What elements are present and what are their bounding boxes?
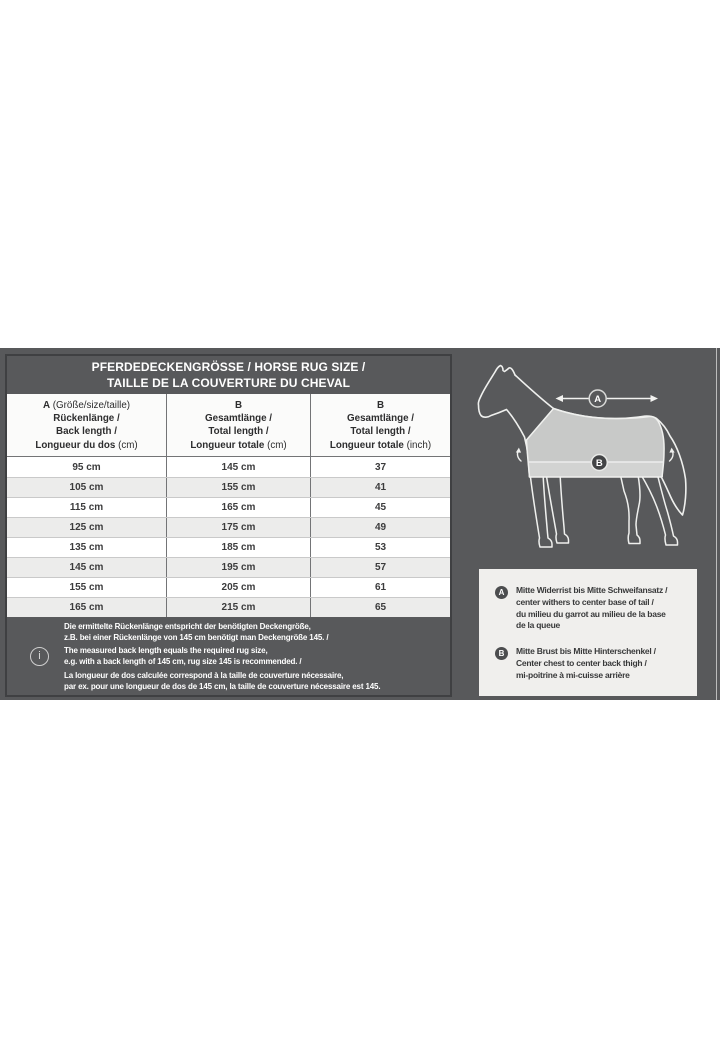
cell-total-cm: 165 cm	[166, 498, 310, 517]
header-line: Rückenlänge /	[53, 413, 120, 425]
note-group-fr	[64, 670, 380, 692]
left-hook-arrowhead	[516, 448, 521, 453]
header-letter: B	[234, 400, 243, 411]
cell-back-length: 115 cm	[69, 502, 104, 513]
cell-total-cm: 195 cm	[166, 558, 310, 577]
legend-b-marker: B	[495, 647, 508, 660]
cell-back-length: 135 cm	[69, 542, 104, 553]
legend-item-b	[495, 646, 687, 681]
header-line: Gesamtlänge /	[205, 413, 272, 425]
horse-diagram	[470, 355, 710, 565]
horse-front-leg	[546, 473, 569, 543]
note-line: La longueur de dos calculée correspond à la taille de couverture nécessaire,	[64, 670, 344, 680]
cell-back-length: 125 cm	[69, 522, 104, 533]
measurement-legend	[479, 569, 697, 696]
column-header-total-length-cm	[166, 394, 310, 456]
a-arrowhead-left	[556, 395, 564, 402]
note-line: The measured back length equals the required rug size,	[64, 646, 268, 655]
cell-back-length: 105 cm	[69, 482, 104, 493]
header-letter: B	[376, 400, 385, 411]
legend-a-text	[516, 585, 667, 632]
right-hook-arrowhead	[669, 448, 674, 453]
table-title	[7, 356, 450, 394]
cell-total-cm: 145 cm	[166, 457, 310, 477]
cell-total-cm: 175 cm	[166, 518, 310, 537]
legend-line: de la queue	[516, 620, 561, 631]
cell-total-inch: 57	[310, 558, 450, 577]
legend-a-marker: A	[495, 586, 508, 599]
note-line: e.g. with a back length of 145 cm, rug size 145 is recommended. /	[64, 657, 302, 666]
header-line: Longueur du dos	[35, 439, 116, 451]
note-group-en	[64, 645, 380, 667]
cell-total-cm: 205 cm	[166, 578, 310, 597]
cell-total-inch: 53	[310, 538, 450, 557]
cell-back-length: 145 cm	[69, 562, 104, 573]
table-row	[7, 597, 450, 617]
column-header-total-length-inch	[310, 394, 450, 456]
cell-total-cm: 155 cm	[166, 478, 310, 497]
a-marker-label: A	[594, 394, 602, 405]
measurement-note	[7, 617, 450, 695]
legend-line: center withers to center base of tail /	[516, 596, 654, 607]
column-header-back-length	[7, 394, 166, 456]
horse-hind-leg	[640, 473, 678, 545]
legend-line: Mitte Brust bis Mitte Hinterschenkel /	[516, 646, 656, 657]
table-row	[7, 477, 450, 497]
cell-total-inch: 49	[310, 518, 450, 537]
header-letter: A	[42, 400, 51, 411]
size-guide-band	[0, 348, 720, 700]
header-line: Longueur totale	[329, 439, 404, 451]
header-line: Longueur totale	[190, 439, 265, 451]
note-line: z.B. bei einer Rückenlänge von 145 cm benötigt man Deckengröße 145. /	[64, 632, 329, 642]
cell-total-cm: 215 cm	[166, 598, 310, 617]
header-unit: (cm)	[115, 439, 138, 451]
legend-line: Center chest to center back thigh /	[516, 657, 647, 668]
cell-total-inch: 41	[310, 478, 450, 497]
legend-line: du milieu du garrot au milieu de la base	[516, 608, 666, 619]
header-unit: (cm)	[264, 439, 287, 451]
right-edge-line	[716, 348, 717, 700]
table-row	[7, 577, 450, 597]
note-text	[64, 618, 380, 694]
horse-neck-outline	[515, 375, 554, 409]
note-line: Die ermittelte Rückenlänge entspricht der benötigten Deckengröße,	[64, 621, 311, 631]
legend-line: mi-poitrine à mi-cuisse arrière	[516, 669, 630, 680]
cell-total-inch: 65	[310, 598, 450, 617]
size-table	[5, 354, 452, 697]
cell-back-length: 95 cm	[72, 461, 101, 473]
info-icon: i	[30, 647, 49, 666]
cell-total-inch: 37	[310, 457, 450, 477]
table-row	[7, 557, 450, 577]
b-marker-label: B	[595, 458, 603, 469]
table-header-row	[7, 394, 450, 457]
legend-line: Mitte Widerrist bis Mitte Schweifansatz /	[516, 585, 668, 595]
header-unit: (inch)	[403, 439, 432, 451]
table-body	[7, 457, 450, 617]
table-row	[7, 517, 450, 537]
header-line: Gesamtlänge /	[347, 413, 414, 425]
cell-total-cm: 185 cm	[166, 538, 310, 557]
legend-b-text	[516, 646, 656, 681]
cell-back-length: 165 cm	[69, 602, 104, 613]
cell-back-length: 155 cm	[69, 582, 104, 593]
cell-total-inch: 45	[310, 498, 450, 517]
table-title-line2: TAILLE DE LA COUVERTURE DU CHEVAL	[106, 375, 351, 390]
note-line: par ex. pour une longueur de dos de 145 cm, la taille de couverture nécessaire est 145.	[64, 681, 381, 691]
note-group-de	[64, 621, 380, 643]
table-row	[7, 537, 450, 557]
header-note: (Größe/size/taille)	[50, 400, 131, 411]
a-arrowhead-right	[651, 395, 659, 402]
horse-hind-leg	[620, 473, 640, 544]
header-line: Total length /	[350, 426, 411, 438]
cell-total-inch: 61	[310, 578, 450, 597]
header-line: Back length /	[56, 426, 117, 438]
table-row	[7, 457, 450, 477]
header-line: Total length /	[208, 426, 269, 438]
legend-item-a	[495, 585, 687, 632]
table-row	[7, 497, 450, 517]
table-title-line1: PFERDEDECKENGRÖSSE / HORSE RUG SIZE /	[91, 360, 366, 374]
